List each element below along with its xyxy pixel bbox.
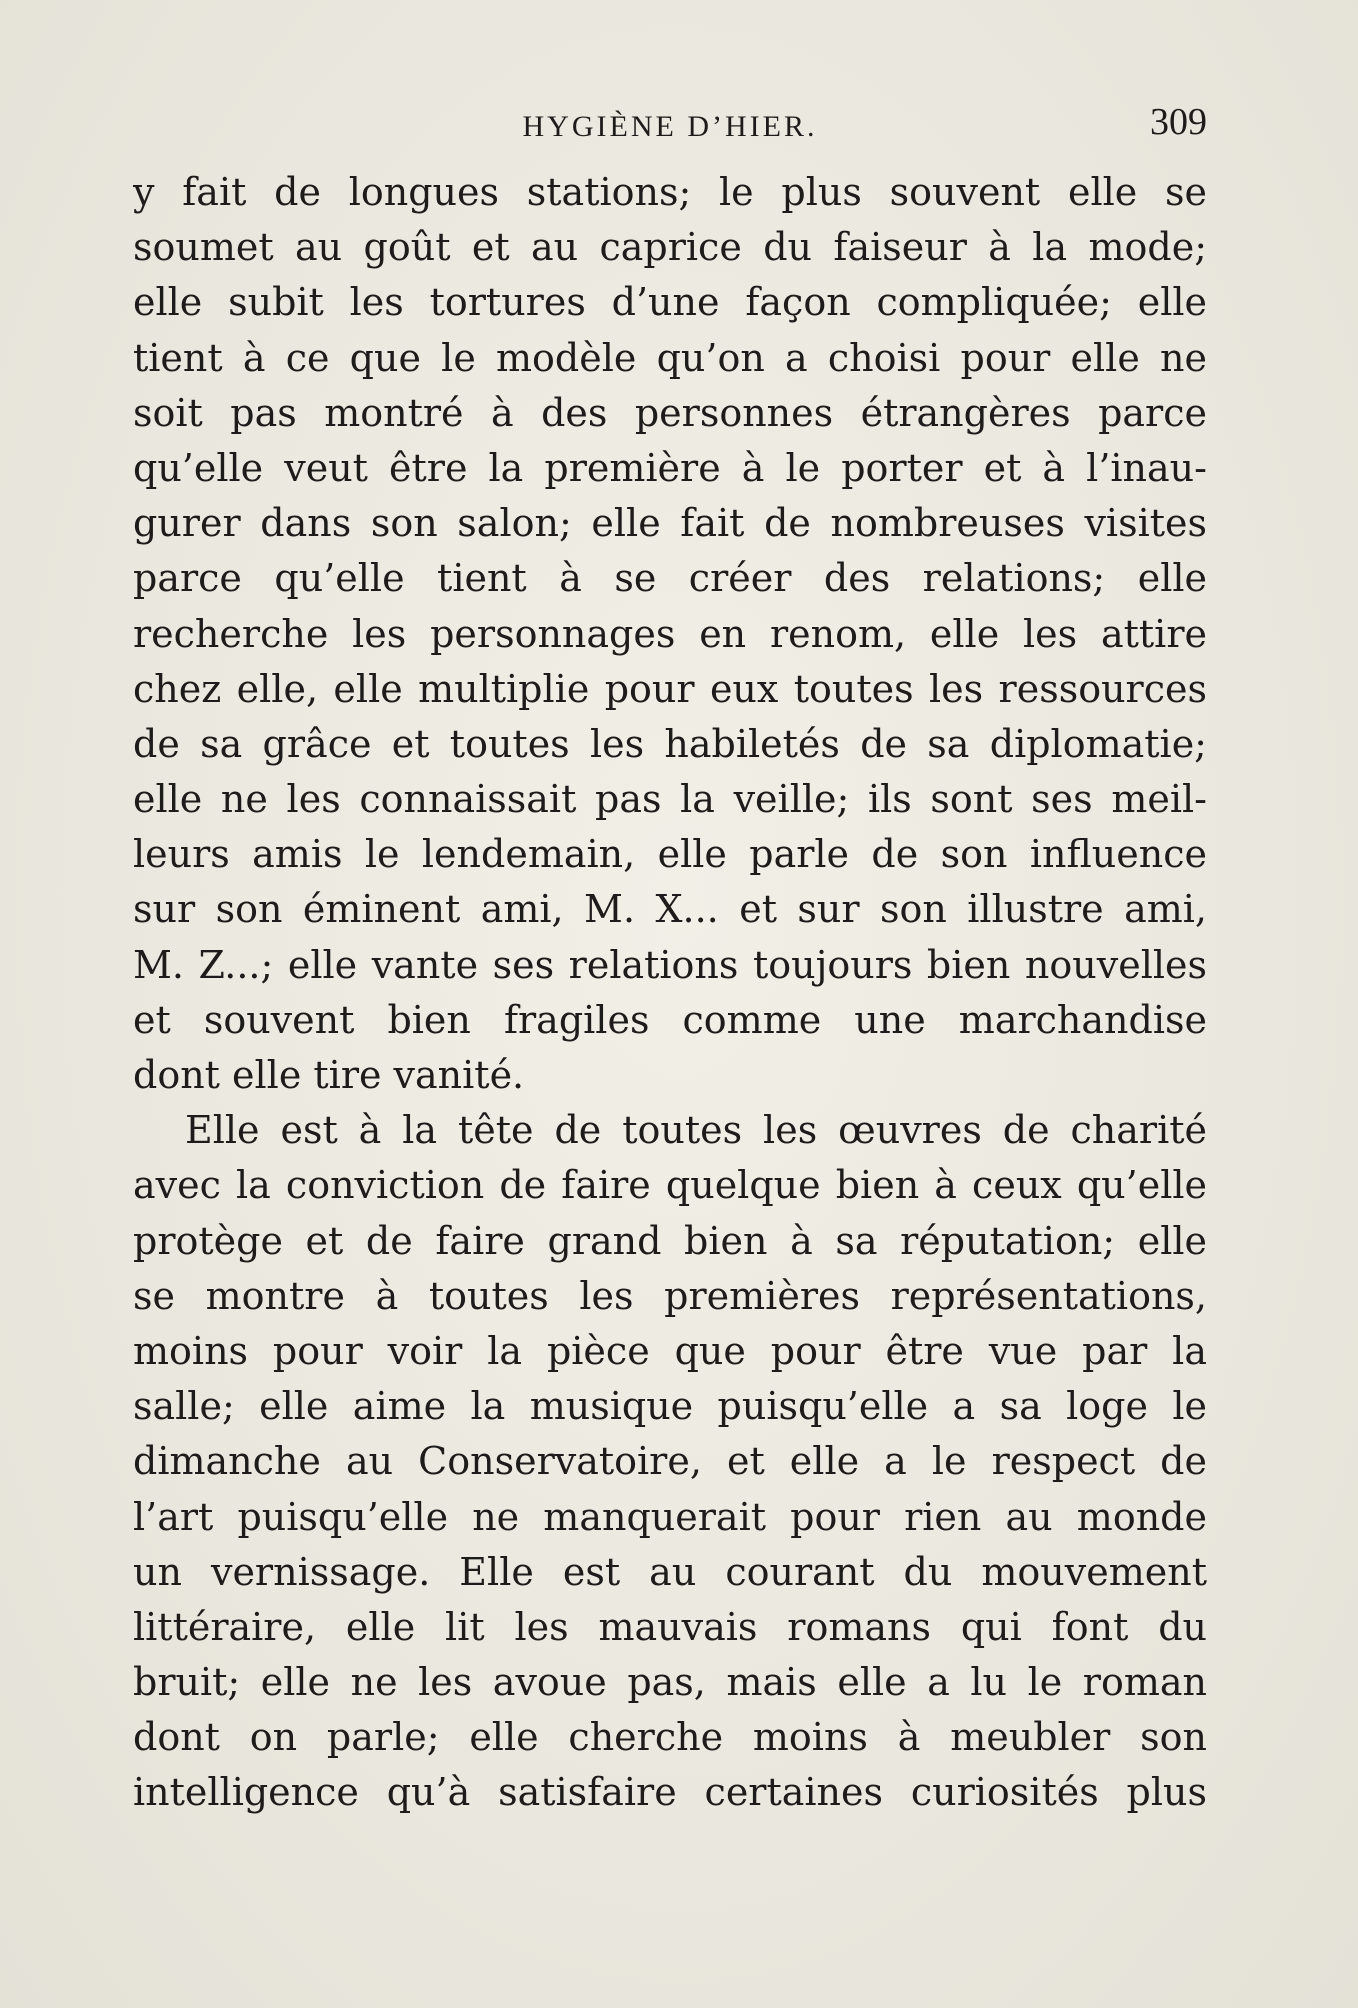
text-line: l’art puisqu’elle ne manquerait pour rien au monde (133, 1494, 1207, 1539)
text-line: Elle est à la tête de toutes les œuvres de charité (185, 1108, 1207, 1153)
text-line: elle ne les connaissait pas la veille; ils sont ses meil- (133, 777, 1207, 822)
text-line: soumet au goût et au caprice du faiseur à la mode; (133, 225, 1207, 270)
running-title: HYGIÈNE D’HIER. (522, 110, 818, 143)
text-line: un vernissage. Elle est au courant du mouvement (133, 1549, 1207, 1594)
text-line: y fait de longues stations; le plus souvent elle se (133, 170, 1207, 214)
text-line: salle; elle aime la musique puisqu’elle a sa loge le (133, 1384, 1207, 1429)
text-line: chez elle, elle multiplie pour eux toutes les ressources (133, 666, 1207, 711)
text-line: dont elle tire vanité. (133, 1053, 525, 1097)
text-line: gurer dans son salon; elle fait de nombreuses visites (133, 501, 1207, 546)
text-line: intelligence qu’à satisfaire certaines curiosités plus (133, 1770, 1207, 1815)
text-line: littéraire, elle lit les mauvais romans qui font du (133, 1604, 1207, 1649)
text-line: dimanche au Conservatoire, et elle a le respect de (133, 1439, 1207, 1484)
text-line: recherche les personnages en renom, elle les attire (133, 611, 1207, 656)
text-line: elle subit les tortures d’une façon compliquée; elle (133, 280, 1207, 325)
text-line: leurs amis le lendemain, elle parle de son influence (133, 832, 1207, 877)
text-line: moins pour voir la pièce que pour être vue par la (133, 1328, 1207, 1373)
text-line: protège et de faire grand bien à sa réputation; elle (133, 1218, 1207, 1263)
text-line: se montre à toutes les premières représentations, (133, 1273, 1207, 1318)
text-line: soit pas montré à des personnes étrangères parce (133, 390, 1207, 435)
page-number: 309 (1150, 101, 1207, 143)
text-line: bruit; elle ne les avoue pas, mais elle a lu le roman (133, 1660, 1207, 1705)
text-line: qu’elle veut être la première à le porter et à l’inau- (133, 445, 1207, 490)
text-line: tient à ce que le modèle qu’on a choisi pour elle ne (133, 335, 1207, 380)
text-line: de sa grâce et toutes les habiletés de sa diplomatie; (133, 721, 1207, 766)
text-line: avec la conviction de faire quelque bien à ceux qu’elle (133, 1163, 1207, 1208)
text-line: sur son éminent ami, M. X... et sur son illustre ami, (133, 887, 1207, 932)
text-line: et souvent bien fragiles comme une marchandise (133, 997, 1207, 1042)
text-line: parce qu’elle tient à se créer des relations; elle (133, 556, 1207, 601)
text-line: M. Z...; elle vante ses relations toujours bien nouvelles (133, 942, 1207, 987)
text-line: dont on parle; elle cherche moins à meubler son (133, 1715, 1207, 1760)
page-header (133, 100, 1207, 160)
body-text (133, 165, 1207, 1821)
